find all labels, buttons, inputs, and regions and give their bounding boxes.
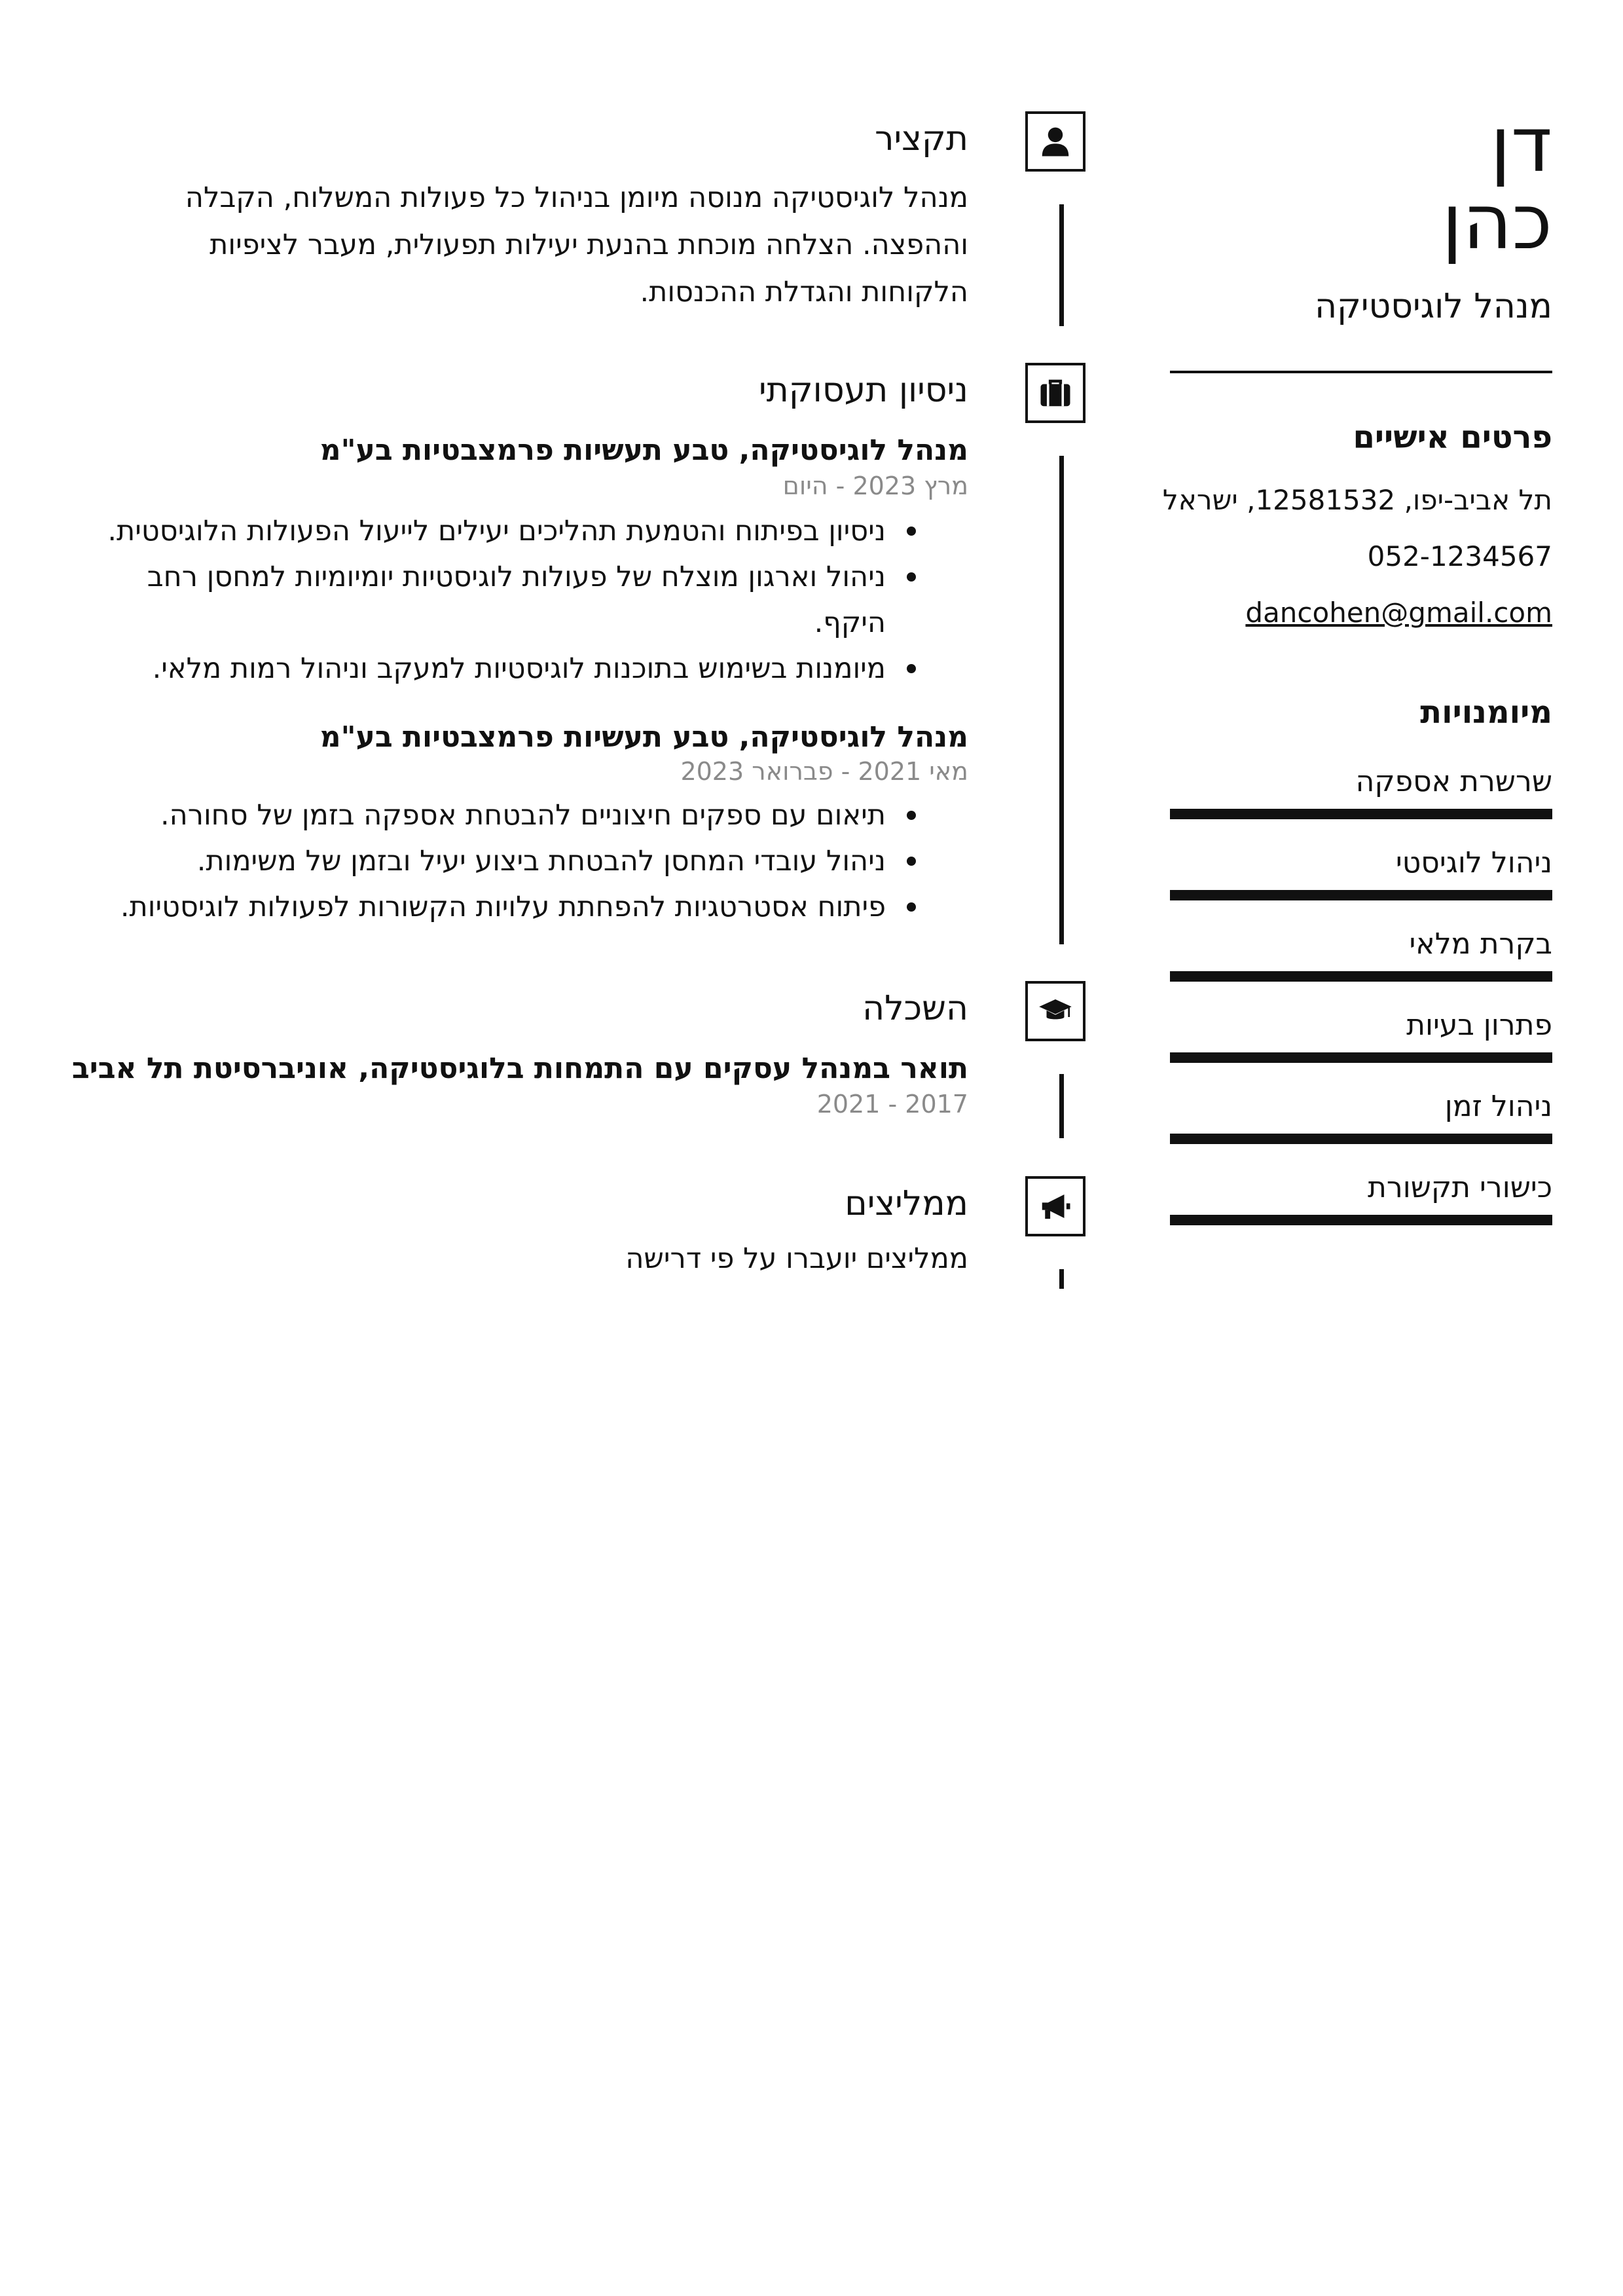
skill-bar xyxy=(1170,1052,1552,1063)
skill-bar xyxy=(1170,1215,1552,1225)
skill-bar xyxy=(1170,1134,1552,1144)
list-item: ניהול עובדי המחסן להבטחת ביצוע יעיל ובזמן של משימות. xyxy=(104,838,968,884)
job-bullets xyxy=(104,508,968,692)
job-bullets xyxy=(104,792,968,930)
skill-label: ניהול לוגיסטי xyxy=(1395,846,1552,880)
skill-label: כישורי תקשורת xyxy=(1368,1171,1552,1204)
degree: תואר במנהל עסקים עם התמחות בלוגיסטיקה, אוניברסיטת תל אביב xyxy=(71,1052,968,1085)
job-dates: מאי 2021 - פברואר 2023 xyxy=(680,757,968,786)
references-text: ממליצים יועברו על פי דרישה xyxy=(625,1242,968,1275)
skill-label: שרשרת אספקה xyxy=(1355,765,1552,798)
list-item: ניסיון בפיתוח והטמעת תהליכים יעילים לייעול הפעולות הלוגיסטית. xyxy=(104,508,968,554)
education-dates: 2017 - 2021 xyxy=(816,1090,968,1119)
header-divider xyxy=(1170,371,1552,373)
user-icon xyxy=(1025,111,1085,172)
graduation-cap-icon xyxy=(1025,981,1085,1041)
job-title-entry: מנהל לוגיסטיקה, טבע תעשיות פרמצבטיות בע"מ xyxy=(319,434,968,467)
job-dates: מרץ 2023 - היום xyxy=(782,472,968,500)
job-title-entry: מנהל לוגיסטיקה, טבע תעשיות פרמצבטיות בע"מ xyxy=(319,720,968,754)
education-title: השכלה xyxy=(862,989,968,1028)
skill-bar xyxy=(1170,890,1552,900)
timeline-line xyxy=(1059,204,1064,326)
phone: 052-1234567 xyxy=(1367,540,1552,572)
experience-title: ניסיון תעסוקתי xyxy=(758,371,968,410)
personal-details-heading: פרטים אישיים xyxy=(1353,419,1552,456)
job-title: מנהל לוגיסטיקה xyxy=(1315,287,1552,326)
references-title: ממליצים xyxy=(845,1184,968,1223)
skill-bar xyxy=(1170,809,1552,819)
timeline-line xyxy=(1059,456,1064,944)
address: תל אביב-יפו, 12581532, ישראל xyxy=(1162,484,1552,516)
last-name: כהן xyxy=(1442,178,1552,267)
list-item: מיומנות בשימוש בתוכנות לוגיסטיות למעקב וניהול רמות מלאי. xyxy=(104,646,968,692)
skill-label: ניהול זמן xyxy=(1444,1090,1552,1123)
skill-bar xyxy=(1170,971,1552,982)
summary-text: מנהל לוגיסטיקה מנוסה מיומן בניהול כל פעולות המשלוח, הקבלה וההפצה. הצלחה מוכחת בהנעת יעילות תפעולית, מעבר לציפיות הלקוחות והגדלת ההכנסות. xyxy=(185,181,968,308)
skill-label: בקרת מלאי xyxy=(1409,927,1552,961)
first-name: דן xyxy=(1490,101,1552,189)
briefcase-icon xyxy=(1025,363,1085,423)
skills-heading: מיומנויות xyxy=(1420,694,1552,731)
list-item: פיתוח אסטרטגיות להפחתת עלויות הקשורות לפעולות לוגיסטיות. xyxy=(104,884,968,930)
timeline-line xyxy=(1059,1074,1064,1138)
megaphone-icon xyxy=(1025,1176,1085,1236)
email-link[interactable]: dancohen@gmail.com xyxy=(1245,597,1552,629)
timeline-line xyxy=(1059,1269,1064,1289)
list-item: תיאום עם ספקים חיצוניים להבטחת אספקה בזמן של סחורה. xyxy=(104,792,968,838)
skill-label: פתרון בעיות xyxy=(1406,1009,1552,1042)
summary-title: תקציר xyxy=(875,119,968,158)
list-item: ניהול וארגון מוצלח של פעולות לוגיסטיות יומיומיות למחסן רחב היקף. xyxy=(104,554,968,646)
